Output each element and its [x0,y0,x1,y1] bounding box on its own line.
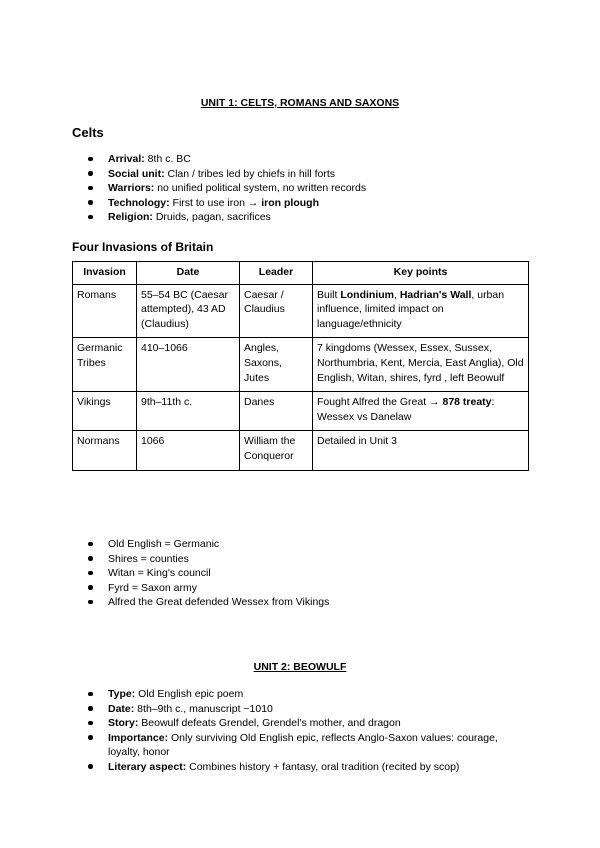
bullet-icon [88,186,93,191]
column-header: Key points [313,262,529,285]
bullet-icon [88,692,93,697]
celts-list [72,152,532,225]
bullet-icon [88,600,93,605]
list-item: Story: Beowulf defeats Grendel, Grendel's mother, and dragon [72,716,532,731]
bullet-icon [88,585,93,590]
table-row [73,284,529,338]
key-points-cell: Fought Alfred the Great → 878 treaty: Wessex vs Danelaw [313,392,529,431]
leader-cell: Danes [240,392,313,431]
invasion-cell: Romans [73,284,137,338]
key-points-cell: Built Londinium, Hadrian's Wall, urban influence, limited impact on language/ethnicity [313,284,529,338]
invasion-cell: Germanic Tribes [73,338,137,392]
list-item: Arrival: 8th c. BC [72,152,532,167]
invasions-heading: Four Invasions of Britain [72,240,214,254]
list-item: Old English = Germanic [72,537,532,552]
date-cell: 1066 [137,431,240,470]
bullet-icon [88,542,93,547]
table-row [73,392,529,431]
bullet-icon [88,721,93,726]
bullet-icon [88,215,93,220]
table-header-row [73,262,529,285]
bullet-icon [88,706,93,711]
column-header: Date [137,262,240,285]
unit2-title: UNIT 2: BEOWULF [253,661,347,673]
list-item: Witan = King's council [72,566,532,581]
list-item: Religion: Druids, pagan, sacrifices [72,210,532,225]
list-item: Social unit: Clan / tribes led by chiefs in hill forts [72,167,532,182]
leader-cell: Angles, Saxons, Jutes [240,338,313,392]
bullet-icon [88,200,93,205]
list-item: Literary aspect: Combines history + fantasy, oral tradition (recited by scop) [72,760,532,775]
invasion-cell: Vikings [73,392,137,431]
date-cell: 55–54 BC (Caesar attempted), 43 AD (Claudius) [137,284,240,338]
bullet-icon [88,171,93,176]
invasions-table [72,261,529,471]
table-row [73,338,529,392]
list-item: Warriors: no unified political system, no written records [72,181,532,196]
bullet-icon [88,157,93,162]
beowulf-list [72,687,532,775]
leader-cell: Caesar / Claudius [240,284,313,338]
date-cell: 9th–11th c. [137,392,240,431]
list-item: Shires = counties [72,552,532,567]
list-item: Alfred the Great defended Wessex from Vikings [72,595,532,610]
key-points-cell: Detailed in Unit 3 [313,431,529,470]
bullet-icon [88,556,93,561]
bullet-icon [88,735,93,740]
list-item: Date: 8th–9th c., manuscript ~1010 [72,702,532,717]
bullet-icon [88,764,93,769]
column-header: Invasion [73,262,137,285]
notes-list [72,537,532,610]
list-item: Technology: First to use iron → iron plough [72,196,532,211]
date-cell: 410–1066 [137,338,240,392]
bullet-icon [88,571,93,576]
table-row [73,431,529,470]
leader-cell: William the Conqueror [240,431,313,470]
list-item: Fyrd = Saxon army [72,581,532,596]
unit1-title: UNIT 1: CELTS, ROMANS AND SAXONS [200,97,400,109]
invasion-cell: Normans [73,431,137,470]
list-item: Importance: Only surviving Old English epic, reflects Anglo-Saxon values: courage, loyalty, honor [72,731,532,760]
key-points-cell: 7 kingdoms (Wessex, Essex, Sussex, Northumbria, Kent, Mercia, East Anglia), Old English, Witan, shires, fyrd , left Beowulf [313,338,529,392]
list-item: Type: Old English epic poem [72,687,532,702]
celts-heading: Celts [72,125,104,140]
column-header: Leader [240,262,313,285]
